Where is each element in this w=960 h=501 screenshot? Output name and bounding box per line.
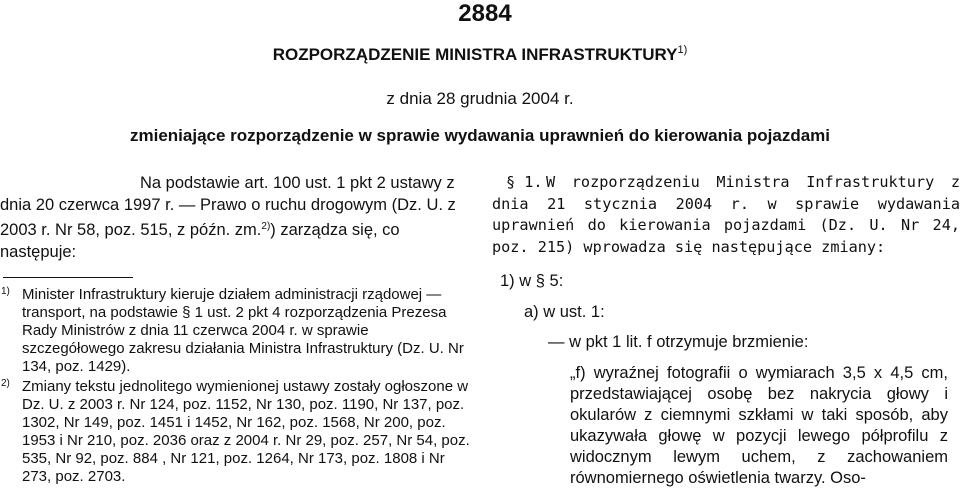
paragraph-1-marker: § 1. [506, 173, 543, 191]
paragraph-1 [492, 172, 960, 258]
footnote-2 [0, 378, 470, 486]
footnote-1-text: Minister Infrastruktury kieruje działem administracji rządowej — transport, na podstawie § 1 ust. 2 pkt 4 rozporządzenia Prezesa Rady Ministrów z dnia 11 czerwca 2004 r. w sprawie szczegółowego zakresu działania Ministra Infrastruktury (Dz. U. Nr 134, poz. 1429). [22, 286, 464, 375]
right-column [492, 172, 960, 487]
left-column [0, 172, 470, 488]
footnote-ref-2[interactable]: 2) [261, 221, 271, 232]
paragraph-1-text: W rozporządzeniu Ministra Infrastruktury z dnia 21 stycznia 2004 r. w sprawie wydawania uprawnień do kierowania pojazdami (Dz. U. Nr 24, poz. 215) wprowadza się następujące zmiany: [492, 173, 960, 256]
footnote-ref-1[interactable]: 1) [677, 44, 688, 56]
amendment-quote: „f) wyraźnej fotografii o wymiarach 3,5 x 4,5 cm, przedstawiającej osobę bez nakrycia głowy i okularów z ciemnymi szkłami w taki sposób, aby ukazywała głowę w pozycji lewego półprofilu z widocznym lewym uchem, z zachowaniem równomiernego oświetlenia twarzy. Oso- [570, 364, 948, 487]
amendment-item-pkt: — w pkt 1 lit. f otrzymuje brzmienie: [548, 333, 809, 351]
footnote-1 [0, 286, 470, 376]
preamble-text-after: ) zarządza się, co następuje: [0, 221, 400, 261]
act-number: 2884 [458, 0, 512, 27]
regulation-date: z dnia 28 grudnia 2004 r. [386, 89, 574, 108]
regulation-title [0, 44, 960, 65]
preamble [0, 172, 470, 263]
amendment-item-1: 1) w § 5: [500, 272, 564, 290]
regulation-title-text: ROZPORZĄDZENIE MINISTRA INFRASTRUKTURY [272, 45, 678, 64]
preamble-text-before: Na podstawie art. 100 ust. 1 pkt 2 ustawy z dnia 20 czerwca 1997 r. — Prawo o ruchu drogowym (Dz. U. z 2003 r. Nr 58, poz. 515, z późn. zm. [0, 174, 456, 239]
regulation-subject: zmieniające rozporządzenie w sprawie wydawania uprawnień do kierowania pojazdami [129, 126, 831, 145]
footnote-1-marker: 1) [1, 286, 10, 297]
amendment-item-a: a) w ust. 1: [524, 303, 605, 321]
footnote-2-text: Zmiany tekstu jednolitego wymienionej ustawy zostały ogłoszone w Dz. U. z 2003 r. Nr 124, poz. 1152, Nr 130, poz. 1190, Nr 137, poz. 1302, Nr 149, poz. 1451 i 1452, Nr 162, poz. 1568, Nr 200, poz. 1953 i Nr 210, poz. 2036 oraz z 2004 r. Nr 29, poz. 257, Nr 54, poz. 535, Nr 92, poz. 884 , Nr 121, poz. 1264, Nr 173, poz. 1808 i Nr 273, poz. 2703. [22, 378, 470, 485]
footnote-2-marker: 2) [1, 378, 10, 389]
footnote-divider [3, 277, 133, 278]
